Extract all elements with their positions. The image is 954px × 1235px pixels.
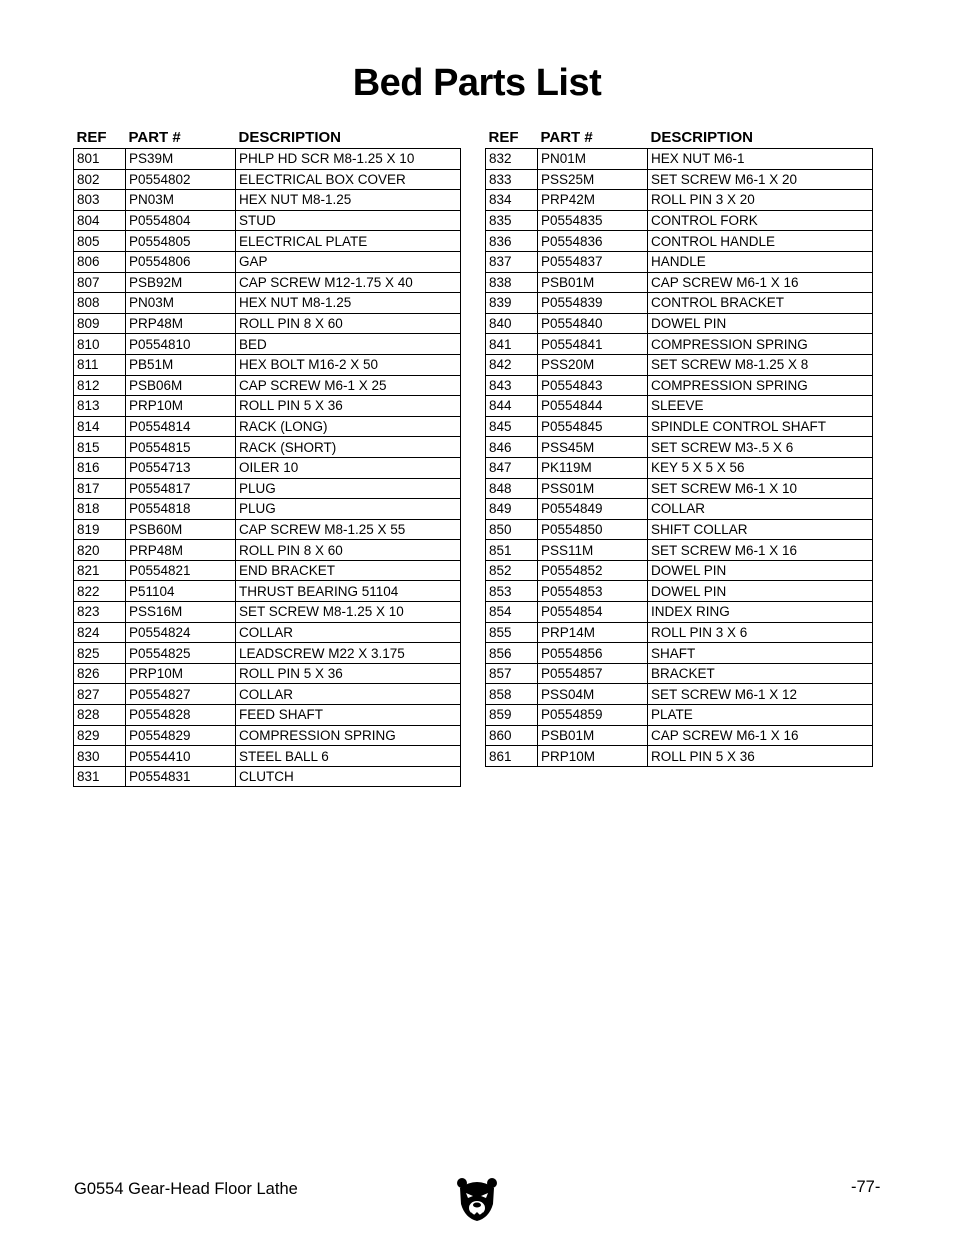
ref-cell: 802 <box>74 169 126 190</box>
description-cell: GAP <box>236 251 461 272</box>
parts-table-right-container <box>485 126 873 767</box>
ref-cell: 822 <box>74 581 126 602</box>
description-cell: ROLL PIN 8 X 60 <box>236 313 461 334</box>
description-cell: DOWEL PIN <box>648 313 873 334</box>
part-number-cell: P0554713 <box>126 457 236 478</box>
part-number-cell: P0554844 <box>538 396 648 417</box>
ref-cell: 841 <box>486 334 538 355</box>
table-row <box>74 643 461 664</box>
ref-cell: 837 <box>486 251 538 272</box>
table-row <box>486 231 873 252</box>
part-number-cell: PSB01M <box>538 725 648 746</box>
table-row <box>74 169 461 190</box>
description-cell: COMPRESSION SPRING <box>648 375 873 396</box>
part-number-cell: P0554841 <box>538 334 648 355</box>
ref-cell: 855 <box>486 622 538 643</box>
table-row <box>486 437 873 458</box>
table-row <box>486 375 873 396</box>
ref-cell: 860 <box>486 725 538 746</box>
ref-cell: 842 <box>486 354 538 375</box>
table-row <box>486 663 873 684</box>
parts-table-right-body <box>486 149 873 767</box>
description-cell: CONTROL HANDLE <box>648 231 873 252</box>
table-row <box>486 725 873 746</box>
table-header-row <box>486 126 873 149</box>
ref-cell: 830 <box>74 746 126 767</box>
ref-cell: 853 <box>486 581 538 602</box>
part-number-cell: PB51M <box>126 354 236 375</box>
table-row <box>486 540 873 561</box>
part-number-cell: P0554857 <box>538 663 648 684</box>
page-number: -77- <box>851 1178 881 1196</box>
ref-cell: 851 <box>486 540 538 561</box>
description-cell: COMPRESSION SPRING <box>648 334 873 355</box>
ref-cell: 849 <box>486 499 538 520</box>
description-cell: PLUG <box>236 478 461 499</box>
table-row <box>486 560 873 581</box>
part-number-cell: PSB92M <box>126 272 236 293</box>
description-cell: END BRACKET <box>236 560 461 581</box>
description-cell: BED <box>236 334 461 355</box>
table-row <box>486 354 873 375</box>
ref-cell: 806 <box>74 251 126 272</box>
description-cell: CLUTCH <box>236 766 461 787</box>
description-cell: ROLL PIN 5 X 36 <box>236 663 461 684</box>
part-number-cell: PSS11M <box>538 540 648 561</box>
ref-cell: 848 <box>486 478 538 499</box>
table-row <box>486 499 873 520</box>
description-cell: HEX BOLT M16-2 X 50 <box>236 354 461 375</box>
part-number-cell: P0554835 <box>538 210 648 231</box>
ref-cell: 843 <box>486 375 538 396</box>
part-number-cell: PSS25M <box>538 169 648 190</box>
table-row <box>486 293 873 314</box>
ref-cell: 839 <box>486 293 538 314</box>
part-number-cell: P0554827 <box>126 684 236 705</box>
table-row <box>74 210 461 231</box>
part-number-cell: PSB60M <box>126 519 236 540</box>
part-number-cell: PN01M <box>538 149 648 170</box>
ref-cell: 824 <box>74 622 126 643</box>
ref-cell: 859 <box>486 705 538 726</box>
description-cell: CAP SCREW M6-1 X 16 <box>648 725 873 746</box>
part-number-cell: P0554815 <box>126 437 236 458</box>
part-number-cell: P0554853 <box>538 581 648 602</box>
part-number-cell: P0554845 <box>538 416 648 437</box>
table-row <box>486 705 873 726</box>
part-column-header: PART # <box>540 128 593 146</box>
part-number-cell: P0554814 <box>126 416 236 437</box>
table-row <box>486 643 873 664</box>
ref-cell: 810 <box>74 334 126 355</box>
description-cell: CAP SCREW M6-1 X 16 <box>648 272 873 293</box>
description-cell: HEX NUT M8-1.25 <box>236 293 461 314</box>
part-number-cell: P0554810 <box>126 334 236 355</box>
table-row <box>74 663 461 684</box>
description-cell: HANDLE <box>648 251 873 272</box>
ref-cell: 809 <box>74 313 126 334</box>
ref-cell: 861 <box>486 746 538 767</box>
ref-cell: 844 <box>486 396 538 417</box>
description-cell: CAP SCREW M8-1.25 X 55 <box>236 519 461 540</box>
table-row <box>74 478 461 499</box>
ref-cell: 803 <box>74 190 126 211</box>
part-number-cell: P0554836 <box>538 231 648 252</box>
description-cell: PLUG <box>236 499 461 520</box>
table-row <box>486 746 873 767</box>
description-column-header: DESCRIPTION <box>650 128 754 146</box>
description-cell: PLATE <box>648 705 873 726</box>
description-cell: ROLL PIN 5 X 36 <box>648 746 873 767</box>
description-cell: CONTROL BRACKET <box>648 293 873 314</box>
description-cell: CAP SCREW M12-1.75 X 40 <box>236 272 461 293</box>
description-cell: ROLL PIN 5 X 36 <box>236 396 461 417</box>
ref-cell: 857 <box>486 663 538 684</box>
part-number-cell: P0554839 <box>538 293 648 314</box>
table-row <box>74 540 461 561</box>
ref-cell: 846 <box>486 437 538 458</box>
table-row <box>74 334 461 355</box>
description-cell: COLLAR <box>648 499 873 520</box>
table-row <box>74 396 461 417</box>
table-row <box>74 725 461 746</box>
description-cell: SET SCREW M3-.5 X 6 <box>648 437 873 458</box>
description-cell: SLEEVE <box>648 396 873 417</box>
description-cell: SET SCREW M6-1 X 10 <box>648 478 873 499</box>
part-number-cell: PRP48M <box>126 313 236 334</box>
table-row <box>486 519 873 540</box>
part-number-cell: P0554849 <box>538 499 648 520</box>
table-row <box>486 602 873 623</box>
part-number-cell: P0554850 <box>538 519 648 540</box>
ref-cell: 818 <box>74 499 126 520</box>
ref-cell: 808 <box>74 293 126 314</box>
ref-cell: 854 <box>486 602 538 623</box>
ref-cell: 847 <box>486 457 538 478</box>
parts-table-left-container <box>73 126 461 787</box>
table-row <box>486 272 873 293</box>
ref-cell: 821 <box>74 560 126 581</box>
part-number-cell: P0554831 <box>126 766 236 787</box>
part-number-cell: PRP42M <box>538 190 648 211</box>
part-number-cell: P0554804 <box>126 210 236 231</box>
description-cell: DOWEL PIN <box>648 560 873 581</box>
footer-model-name: G0554 Gear-Head Floor Lathe <box>74 1180 298 1198</box>
part-number-cell: P51104 <box>126 581 236 602</box>
ref-cell: 831 <box>74 766 126 787</box>
part-number-cell: P0554818 <box>126 499 236 520</box>
description-cell: KEY 5 X 5 X 56 <box>648 457 873 478</box>
description-cell: HEX NUT M6-1 <box>648 149 873 170</box>
part-number-cell: P0554828 <box>126 705 236 726</box>
part-number-cell: P0554852 <box>538 560 648 581</box>
part-number-cell: PSS04M <box>538 684 648 705</box>
table-row <box>74 622 461 643</box>
table-row <box>486 622 873 643</box>
part-number-cell: P0554802 <box>126 169 236 190</box>
ref-cell: 807 <box>74 272 126 293</box>
table-row <box>486 334 873 355</box>
description-cell: THRUST BEARING 51104 <box>236 581 461 602</box>
part-number-cell: P0554817 <box>126 478 236 499</box>
description-cell: SET SCREW M6-1 X 12 <box>648 684 873 705</box>
table-row <box>486 313 873 334</box>
ref-cell: 852 <box>486 560 538 581</box>
part-number-cell: PSS16M <box>126 602 236 623</box>
description-cell: STUD <box>236 210 461 231</box>
part-number-cell: P0554856 <box>538 643 648 664</box>
ref-cell: 823 <box>74 602 126 623</box>
ref-cell: 832 <box>486 149 538 170</box>
part-number-cell: PSB06M <box>126 375 236 396</box>
ref-cell: 838 <box>486 272 538 293</box>
description-cell: CAP SCREW M6-1 X 25 <box>236 375 461 396</box>
part-number-cell: P0554824 <box>126 622 236 643</box>
ref-cell: 829 <box>74 725 126 746</box>
ref-cell: 827 <box>74 684 126 705</box>
part-number-cell: PRP48M <box>126 540 236 561</box>
description-cell: COLLAR <box>236 622 461 643</box>
ref-cell: 850 <box>486 519 538 540</box>
parts-table-left <box>73 126 461 787</box>
table-row <box>486 190 873 211</box>
description-cell: ROLL PIN 8 X 60 <box>236 540 461 561</box>
ref-cell: 856 <box>486 643 538 664</box>
table-row <box>74 354 461 375</box>
part-column-header: PART # <box>128 128 181 146</box>
table-row <box>74 437 461 458</box>
description-cell: STEEL BALL 6 <box>236 746 461 767</box>
description-cell: OILER 10 <box>236 457 461 478</box>
description-cell: ELECTRICAL BOX COVER <box>236 169 461 190</box>
part-number-cell: PRP10M <box>126 396 236 417</box>
ref-cell: 812 <box>74 375 126 396</box>
part-number-cell: P0554821 <box>126 560 236 581</box>
ref-cell: 814 <box>74 416 126 437</box>
table-row <box>74 149 461 170</box>
table-row <box>486 169 873 190</box>
page-title: Bed Parts List <box>352 62 602 104</box>
ref-cell: 819 <box>74 519 126 540</box>
table-row <box>74 705 461 726</box>
part-number-cell: P0554825 <box>126 643 236 664</box>
part-number-cell: P0554805 <box>126 231 236 252</box>
part-number-cell: PN03M <box>126 190 236 211</box>
ref-cell: 815 <box>74 437 126 458</box>
table-row <box>74 251 461 272</box>
part-number-cell: P0554854 <box>538 602 648 623</box>
description-cell: BRACKET <box>648 663 873 684</box>
description-cell: SPINDLE CONTROL SHAFT <box>648 416 873 437</box>
part-number-cell: PRP10M <box>126 663 236 684</box>
part-number-cell: P0554410 <box>126 746 236 767</box>
table-row <box>74 272 461 293</box>
ref-cell: 845 <box>486 416 538 437</box>
ref-cell: 817 <box>74 478 126 499</box>
table-row <box>74 684 461 705</box>
description-cell: ROLL PIN 3 X 6 <box>648 622 873 643</box>
part-number-cell: P0554843 <box>538 375 648 396</box>
table-row <box>74 499 461 520</box>
ref-cell: 828 <box>74 705 126 726</box>
part-number-cell: P0554806 <box>126 251 236 272</box>
ref-cell: 833 <box>486 169 538 190</box>
ref-cell: 820 <box>74 540 126 561</box>
ref-cell: 826 <box>74 663 126 684</box>
description-cell: HEX NUT M8-1.25 <box>236 190 461 211</box>
ref-cell: 858 <box>486 684 538 705</box>
ref-cell: 801 <box>74 149 126 170</box>
description-cell: SHIFT COLLAR <box>648 519 873 540</box>
description-cell: SET SCREW M8-1.25 X 10 <box>236 602 461 623</box>
ref-column-header: REF <box>488 128 519 146</box>
description-cell: ELECTRICAL PLATE <box>236 231 461 252</box>
table-row <box>486 581 873 602</box>
ref-cell: 836 <box>486 231 538 252</box>
table-row <box>74 602 461 623</box>
description-cell: SHAFT <box>648 643 873 664</box>
description-cell: COLLAR <box>236 684 461 705</box>
table-row <box>486 149 873 170</box>
table-row <box>486 416 873 437</box>
part-number-cell: PSS45M <box>538 437 648 458</box>
part-number-cell: PSB01M <box>538 272 648 293</box>
part-number-cell: PSS01M <box>538 478 648 499</box>
description-cell: SET SCREW M8-1.25 X 8 <box>648 354 873 375</box>
description-cell: FEED SHAFT <box>236 705 461 726</box>
table-row <box>74 457 461 478</box>
ref-cell: 835 <box>486 210 538 231</box>
table-row <box>74 581 461 602</box>
description-cell: ROLL PIN 3 X 20 <box>648 190 873 211</box>
part-number-cell: PSS20M <box>538 354 648 375</box>
table-row <box>74 416 461 437</box>
part-number-cell: PN03M <box>126 293 236 314</box>
parts-table-left-body <box>74 149 461 787</box>
ref-cell: 840 <box>486 313 538 334</box>
part-number-cell: PK119M <box>538 457 648 478</box>
table-row <box>74 746 461 767</box>
table-row <box>74 766 461 787</box>
description-cell: COMPRESSION SPRING <box>236 725 461 746</box>
ref-cell: 834 <box>486 190 538 211</box>
part-number-cell: P0554837 <box>538 251 648 272</box>
part-number-cell: P0554840 <box>538 313 648 334</box>
part-number-cell: PRP10M <box>538 746 648 767</box>
part-number-cell: P0554859 <box>538 705 648 726</box>
bear-head-icon <box>456 1176 498 1222</box>
table-row <box>74 313 461 334</box>
description-column-header: DESCRIPTION <box>238 128 342 146</box>
table-row <box>74 375 461 396</box>
table-row <box>74 190 461 211</box>
table-row <box>486 684 873 705</box>
description-cell: PHLP HD SCR M8-1.25 X 10 <box>236 149 461 170</box>
description-cell: SET SCREW M6-1 X 16 <box>648 540 873 561</box>
description-cell: RACK (LONG) <box>236 416 461 437</box>
description-cell: INDEX RING <box>648 602 873 623</box>
ref-column-header: REF <box>76 128 107 146</box>
table-row <box>486 396 873 417</box>
table-row <box>486 210 873 231</box>
ref-cell: 804 <box>74 210 126 231</box>
table-row <box>74 560 461 581</box>
description-cell: RACK (SHORT) <box>236 437 461 458</box>
ref-cell: 816 <box>74 457 126 478</box>
table-row <box>486 251 873 272</box>
table-row <box>486 457 873 478</box>
table-row <box>74 519 461 540</box>
table-header-row <box>74 126 461 149</box>
ref-cell: 813 <box>74 396 126 417</box>
description-cell: SET SCREW M6-1 X 20 <box>648 169 873 190</box>
table-row <box>74 231 461 252</box>
ref-cell: 825 <box>74 643 126 664</box>
ref-cell: 805 <box>74 231 126 252</box>
table-row <box>74 293 461 314</box>
parts-table-right <box>485 126 873 767</box>
part-number-cell: PRP14M <box>538 622 648 643</box>
part-number-cell: PS39M <box>126 149 236 170</box>
table-row <box>486 478 873 499</box>
part-number-cell: P0554829 <box>126 725 236 746</box>
description-cell: LEADSCREW M22 X 3.175 <box>236 643 461 664</box>
description-cell: DOWEL PIN <box>648 581 873 602</box>
description-cell: CONTROL FORK <box>648 210 873 231</box>
ref-cell: 811 <box>74 354 126 375</box>
